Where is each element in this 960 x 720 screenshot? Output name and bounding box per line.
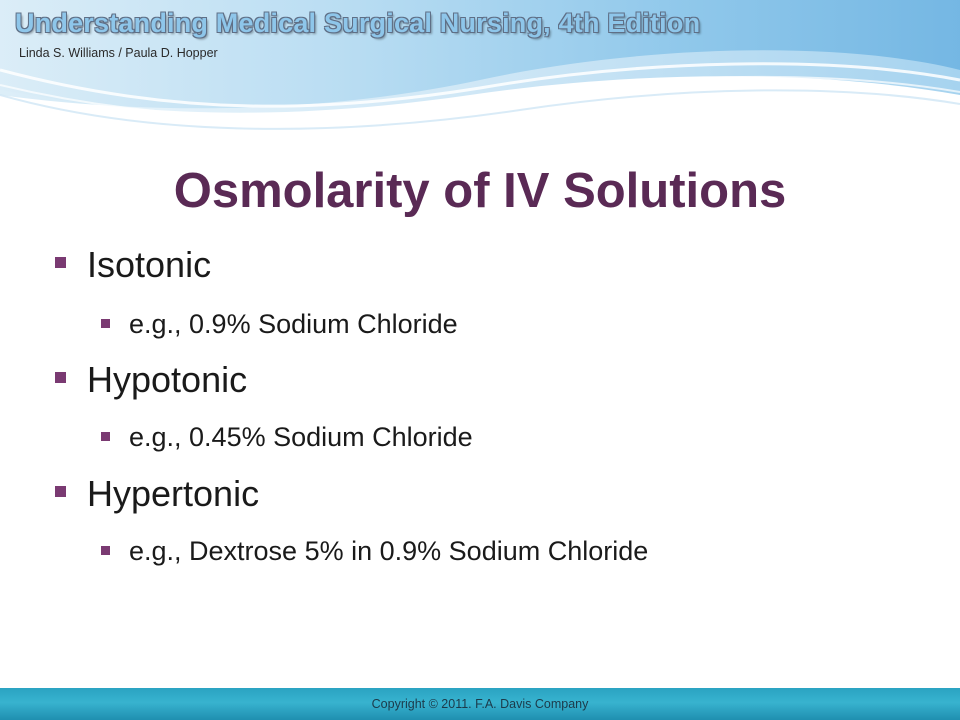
slide-title: Osmolarity of IV Solutions	[173, 164, 787, 218]
square-bullet-icon	[101, 546, 110, 555]
copyright-text: Copyright © 2011. F.A. Davis Company	[371, 697, 589, 711]
sub-bullet-text: e.g., 0.9% Sodium Chloride	[129, 309, 458, 339]
square-bullet-icon	[55, 372, 66, 383]
square-bullet-icon	[101, 319, 110, 328]
sub-bullet-text: e.g., 0.45% Sodium Chloride	[129, 422, 473, 452]
authors-line: Linda S. Williams / Paula D. Hopper	[19, 46, 218, 60]
bullet-label: Hypertonic	[87, 473, 260, 514]
square-bullet-icon	[55, 486, 66, 497]
book-title: Understanding Medical Surgical Nursing, 4th Edition	[15, 8, 701, 38]
sub-bullet-text: e.g., Dextrose 5% in 0.9% Sodium Chloride	[129, 536, 649, 566]
square-bullet-icon	[55, 257, 66, 268]
bullet-label: Isotonic	[87, 244, 212, 285]
bullet-label: Hypotonic	[87, 359, 248, 400]
square-bullet-icon	[101, 432, 110, 441]
